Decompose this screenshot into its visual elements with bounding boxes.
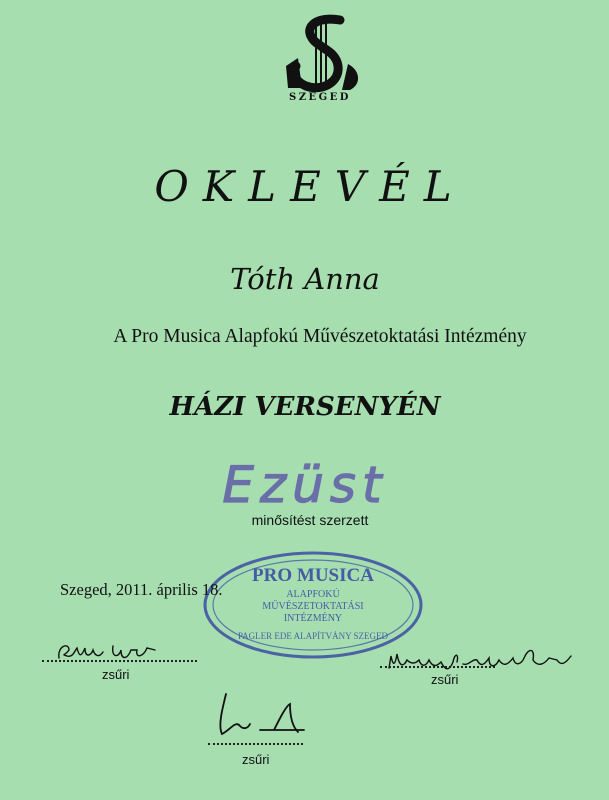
signature-line-1: [42, 660, 197, 662]
award-text: Ezüst: [222, 456, 388, 514]
stamp-line-4: INTÉZMÉNY: [283, 613, 343, 624]
signature-2: [385, 642, 580, 678]
signature-line-3: [208, 743, 303, 745]
event-name: HÁZI VERSENYÉN: [169, 392, 441, 422]
recipient-name: Tóth Anna: [230, 262, 380, 296]
certificate-title: OKLEVÉL: [154, 162, 466, 211]
institution-name: A Pro Musica Alapfokú Művészetoktatási Intézmény: [113, 326, 527, 347]
award-handwritten: [190, 450, 420, 520]
stamp-line-1: PRO MUSICA: [252, 565, 374, 586]
role-label-2: zsűri: [431, 672, 459, 687]
role-label-3: zsűri: [242, 752, 270, 767]
qualification-text: minősítést szerzett: [251, 512, 369, 528]
signature-3: [200, 690, 330, 742]
role-label-1: zsűri: [102, 667, 130, 682]
stamp-line-2: ALAPFOKÚ: [286, 589, 340, 600]
stamp-line-5: PAGLER EDE ALAPÍTVÁNY SZEGED: [237, 631, 389, 641]
stamp-line-3: MŰVÉSZETOKTATÁSI: [262, 601, 364, 612]
issue-date: Szeged, 2011. április 18.: [60, 580, 223, 599]
signature-line-2: [380, 666, 495, 668]
logo-text: SZEGED: [289, 92, 351, 103]
